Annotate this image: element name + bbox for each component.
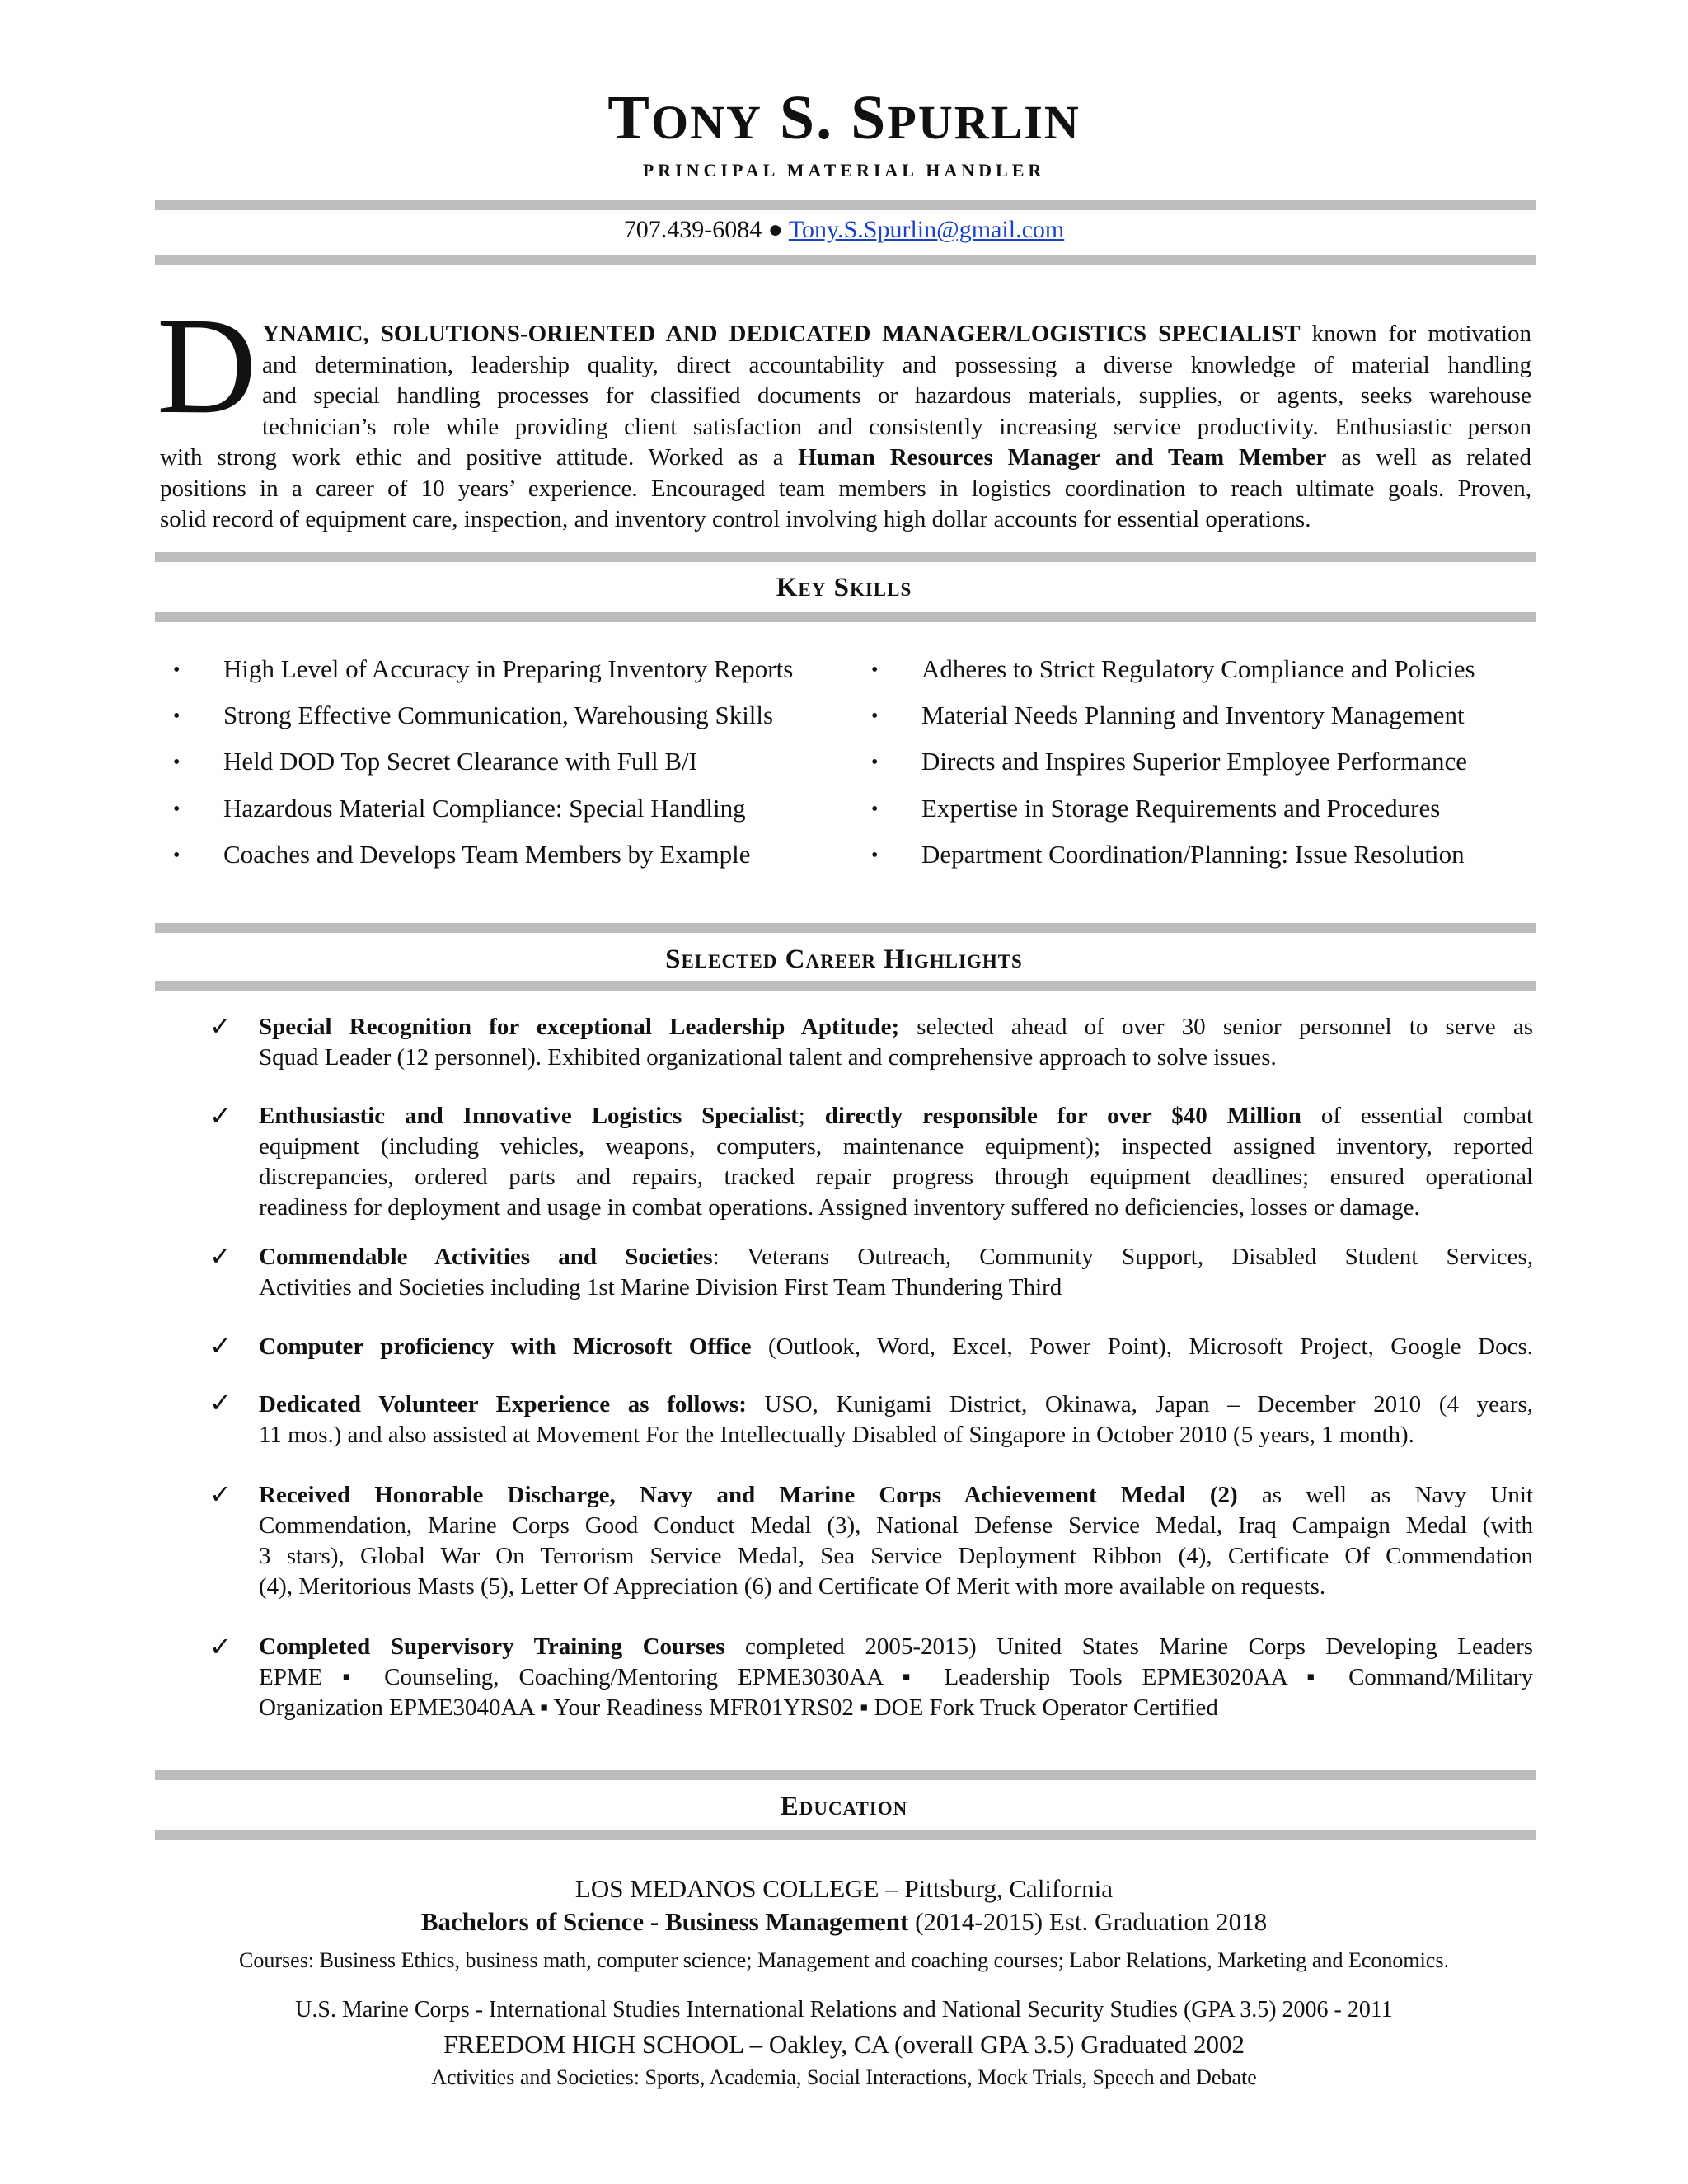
education-title: Education — [780, 1792, 908, 1821]
highlight-item: Received Honorable Discharge, Navy and Marine Corps Achievement Medal (2) as well as Navy Unit Commendation, Marine Corps Good Conduct Medal (3), National Defense Service Medal, Iraq Campaign Medal (with 3 stars), Global War On Terrorism Service Medal, Sea Service Deployment Ribbon (4), Certificate Of Commendation (4), Meritorious Masts (5), Letter Of Appreciation (6) and Certificate Of Merit with more available on requests. — [259, 1482, 1533, 1600]
divider-bar — [155, 552, 1536, 562]
bullet-icon: • — [871, 659, 879, 681]
contact-separator: ● — [767, 216, 783, 243]
highlight-item: Special Recognition for exceptional Leadership Aptitude; selected ahead of over 30 senior personnel to serve as Squad Leader (12 personnel). Exhibited organizational talent and comprehensive approach to solve issues. — [259, 1014, 1533, 1071]
bullet-icon: • — [871, 752, 879, 773]
college-line: LOS MEDANOS COLLEGE – Pittsburg, California — [574, 1874, 1114, 1903]
highlight-item: Completed Supervisory Training Courses completed 2005-2015) United States Marine Corps Developing Leaders EPME ▪ Counseling, Coaching/Mentoring EPME3030AA ▪ Leadership Tools EPME3020AA ▪ Command/Military Organization EPME3040AA ▪ Your Readiness MFR01YRS02 ▪ DOE Fork Truck Operator Certified — [259, 1633, 1534, 1721]
bullet-icon: • — [173, 659, 181, 681]
skill-item: Hazardous Material Compliance: Special Handling — [223, 794, 746, 823]
checkmark-icon: ✓ — [209, 1331, 232, 1361]
skill-item: Adheres to Strict Regulatory Compliance and Policies — [921, 654, 1475, 683]
highlight-item: Enthusiastic and Innovative Logistics Specialist; directly responsible for over $40 Million of essential combat equipment (including vehicles, weapons, computers, maintenance equipment); inspected assigned inventory, reported discrepancies, ordered parts and repairs, tracked repair progress through equipment deadlines; ensured operational readiness for deployment and usage in combat operations. Assigned inventory suffered no deficiencies, losses or damage. — [259, 1103, 1534, 1221]
divider-bar — [155, 255, 1536, 265]
degree-line: Bachelors of Science - Business Management (2014-2015) Est. Graduation 2018 — [420, 1907, 1268, 1936]
bullet-icon: • — [173, 845, 181, 866]
divider-bar — [155, 612, 1536, 622]
skill-item: Coaches and Develops Team Members by Example — [223, 840, 751, 869]
divider-bar — [155, 1770, 1536, 1780]
checkmark-icon: ✓ — [209, 1388, 232, 1418]
email-link[interactable]: Tony.S.Spurlin@gmail.com — [788, 216, 1065, 243]
courses-line: Courses: Business Ethics, business math, computer science; Management and coaching courses; Labor Relations, Marketing and Economics. — [239, 1948, 1449, 1972]
skill-item: Department Coordination/Planning: Issue Resolution — [921, 840, 1465, 869]
checkmark-icon: ✓ — [209, 1011, 232, 1041]
summary-indented: YNAMIC, SOLUTIONS-ORIENTED AND DEDICATED MANAGER/LOGISTICS SPECIALIST known for motivation and determination, leadership quality, direct accountability and possessing a diverse knowledge of material handling and special handling processes for classified documents or hazardous materials, supplies, or agents, seeks warehouse technician’s role while providing client satisfaction and consistently increasing service productivity. Enthusiastic person — [262, 321, 1531, 440]
checkmark-icon: ✓ — [209, 1479, 232, 1509]
skill-item: Expertise in Storage Requirements and Procedures — [921, 794, 1441, 823]
phone-number: 707.439-6084 — [623, 216, 762, 243]
skill-item: Strong Effective Communication, Warehousing Skills — [223, 701, 774, 729]
bullet-icon: • — [871, 799, 879, 820]
divider-bar — [155, 981, 1536, 991]
summary-body: with strong work ethic and positive attitude. Worked as a Human Resources Manager and Team Member as well as related positions in a career of 10 years’ experience. Encouraged team members in logistics coordination to reach ultimate goals. Proven, solid record of equipment care, inspection, and inventory control involving high dollar accounts for essential operations. — [160, 444, 1531, 532]
candidate-name: TONY S. SPURLIN — [607, 83, 1081, 152]
bullet-icon: • — [173, 705, 181, 727]
highlight-item: Dedicated Volunteer Experience as follows: USO, Kunigami District, Okinawa, Japan – December 2010 (4 years, 11 mos.) and also assisted at Movement For the Intellectually Disabled of Singapore in October 2010 (5 years, 1 month). — [259, 1391, 1534, 1448]
key-skills-title: Key Skills — [776, 573, 912, 602]
job-title: PRINCIPAL MATERIAL HANDLER — [642, 160, 1046, 180]
activities-line: Activities and Societies: Sports, Academia, Social Interactions, Mock Trials, Speech and Debate — [431, 2065, 1257, 2089]
highlight-item: Computer proficiency with Microsoft Office (Outlook, Word, Excel, Power Point), Microsoft Project, Google Docs. — [259, 1333, 1533, 1360]
high-school-line: FREEDOM HIGH SCHOOL – Oakley, CA (overall GPA 3.5) Graduated 2002 — [443, 2030, 1245, 2059]
bullet-icon: • — [871, 845, 879, 866]
skill-item: Held DOD Top Secret Clearance with Full B/I — [223, 747, 697, 776]
skill-item: Directs and Inspires Superior Employee Performance — [921, 747, 1467, 776]
divider-bar — [155, 1830, 1536, 1840]
skill-item: High Level of Accuracy in Preparing Inventory Reports — [223, 654, 794, 683]
bullet-icon: • — [173, 799, 181, 820]
highlight-item: Commendable Activities and Societies: Veterans Outreach, Community Support, Disabled Student Services, Activities and Societies including 1st Marine Division First Team Thundering Third — [259, 1244, 1533, 1301]
skill-item: Material Needs Planning and Inventory Management — [921, 701, 1465, 729]
highlights-title: Selected Career Highlights — [665, 944, 1023, 974]
divider-bar — [155, 923, 1536, 933]
divider-bar — [155, 200, 1536, 210]
usmc-studies-line: U.S. Marine Corps - International Studies International Relations and National Security Studies (GPA 3.5) 2006 - 2011 — [295, 1997, 1393, 2022]
summary-lead: YNAMIC, SOLUTIONS-ORIENTED AND DEDICATED MANAGER/LOGISTICS SPECIALIST — [262, 321, 1301, 347]
checkmark-icon: ✓ — [209, 1632, 232, 1661]
bullet-icon: • — [871, 705, 879, 727]
contact-line — [0, 216, 1688, 244]
checkmark-icon: ✓ — [209, 1101, 232, 1131]
bullet-icon: • — [173, 752, 181, 773]
summary-dropcap: D — [157, 289, 257, 443]
checkmark-icon: ✓ — [209, 1241, 232, 1271]
